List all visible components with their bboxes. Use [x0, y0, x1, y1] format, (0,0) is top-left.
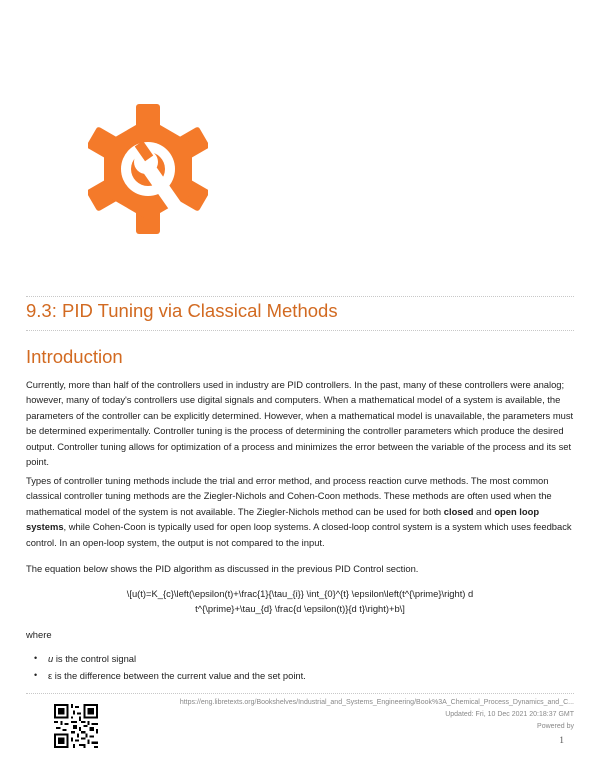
- title-rule-top: [26, 296, 574, 297]
- paragraph-text: The equation below shows the PID algorithm as discussed in the previous PID Control section.: [26, 563, 419, 574]
- qr-code-icon: [54, 704, 98, 748]
- footer-powered-by: Powered by: [537, 723, 574, 730]
- paragraph-text-part: , while Cohen-Coon is typically used for open loop systems. A closed-loop control system is a system which uses feedback control. In an open-loop system, the output is not compared to the input.: [26, 521, 572, 548]
- footer-updated-timestamp: Updated: Fri, 10 Dec 2021 20:18:37 GMT: [445, 711, 574, 718]
- paragraph-text-part: and: [473, 505, 495, 517]
- symbol: ε: [48, 670, 53, 682]
- equation-text: \[u(t)=K_{c}\left(\epsilon(t)+\frac{1}{\tau_{i}} \int_{0}^{t} \epsilon\left(t^{\prime}\right) d t^{\prime}+\tau_{d} \frac{d \epsilon(t)}{d t}\right)+b\]: [126, 588, 474, 615]
- page-title: 9.3: PID Tuning via Classical Methods: [26, 300, 338, 321]
- page-number: 1: [559, 736, 564, 746]
- bullet-list: [26, 651, 574, 684]
- term-open-loop-systems: open loop systems: [26, 505, 540, 533]
- list-item: [26, 668, 574, 683]
- footer-rule: [26, 693, 574, 694]
- libretexts-logo-icon: [88, 104, 208, 234]
- where-label: where: [26, 629, 52, 640]
- definition-text: is the difference between the current value and the set point.: [52, 670, 306, 682]
- paragraph-text: [26, 473, 574, 550]
- intro-paragraph-3: [26, 561, 574, 576]
- definition-list: [26, 651, 574, 686]
- intro-paragraph-1: [26, 377, 574, 469]
- paragraph-text: Currently, more than half of the controllers used in industry are PID controllers. In the past, many of these controllers were analog; however, many of today's controllers use digital signals and computers. When a mathematical model of a system is available, the parameters of the controller can be explicitly determined. However, when a mathematical model is unavailable, the parameters must be determined experimentally. Controller tuning is the process of determining the controller parameters which produce the desired output. Controller tuning allows for optimization of a process and minimizes the error between the variable of the process and its set point.: [26, 379, 574, 468]
- list-item: [26, 651, 574, 666]
- pid-equation: [26, 586, 574, 617]
- term-closed: closed: [443, 505, 474, 517]
- title-rule-bottom: [26, 330, 574, 331]
- symbol: u: [48, 653, 54, 664]
- footer-url-link[interactable]: https://eng.libretexts.org/Bookshelves/Industrial_and_Systems_Engineering/Book%3A_Chemical_Process_Dynamics_and_C...: [179, 699, 574, 706]
- intro-paragraph-2: [26, 473, 574, 550]
- section-heading-introduction: Introduction: [26, 346, 123, 367]
- definition-text: is the control signal: [53, 653, 137, 664]
- where-label-block: [26, 627, 574, 642]
- paragraph-text-part: Types of controller tuning methods include the trial and error method, and process reaction curve methods. The most common classical controller tuning methods are the Ziegler-Nichols and Cohen-Coon methods. These methods are often used when the mathematical model of the system is not available. The Ziegler-Nichols method can be used for both: [26, 475, 552, 517]
